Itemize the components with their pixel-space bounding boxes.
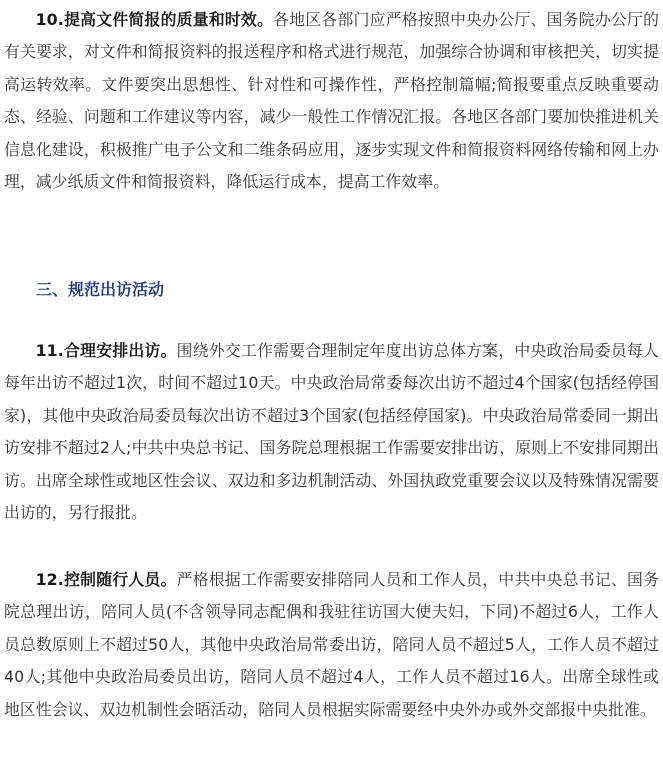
- paragraph-11: [4, 335, 659, 529]
- paragraph-12-lead: 12.控制随行人员。: [35, 570, 177, 589]
- paragraph-12: [4, 564, 659, 726]
- paragraph-10-lead: 10.提高文件简报的质量和时效。: [35, 10, 274, 29]
- paragraph-12-body: 严格根据工作需要安排陪同人员和工作人员，中共中央总书记、国务院总理出访，陪同人员(不含领导同志配偶和我驻往访国大使夫妇，下同)不超过6人，工作人员总数原则上不超过50人，其他中央政治局常委出访，陪同人员不超过5人，工作人员不超过40人;其他中央政治局委员出访，陪同人员不超过4人，工作人员不超过16人。出席全球性或地区性会议、双边机制性会晤活动，陪同人员根据实际需要经中央外办或外交部报中央批准。: [4, 570, 659, 719]
- section-heading: 三、规范出访活动: [36, 280, 165, 299]
- paragraph-11-lead: 11.合理安排出访。: [35, 341, 177, 360]
- paragraph-11-body: 围绕外交工作需要合理制定年度出访总体方案，中央政治局委员每人每年出访不超过1次，时间不超过10天。中央政治局常委每次出访不超过4个国家(包括经停国家)，其他中央政治局委员每次出访不超过3个国家(包括经停国家)。中央政治局常委同一期出访安排不超过2人;中共中央总书记、国务院总理根据工作需要安排出访，原则上不安排同期出访。出席全球性或地区性会议、双边和多边机制活动、外国执政党重要会议以及特殊情况需要出访的，另行报批。: [4, 341, 659, 523]
- paragraph-10: [4, 4, 659, 198]
- paragraph-10-body: 各地区各部门应严格按照中央办公厅、国务院办公厅的有关要求，对文件和简报资料的报送程序和格式进行规范，加强综合协调和审核把关，切实提高运转效率。文件要突出思想性、针对性和可操作性，严格控制篇幅;简报要重点反映重要动态、经验、问题和工作建议等内容，减少一般性工作情况汇报。各地区各部门要加快推进机关信息化建设，积极推广电子公文和二维条码应用，逐步实现文件和简报资料网络传输和网上办理，减少纸质文件和简报资料，降低运行成本，提高工作效率。: [4, 10, 660, 192]
